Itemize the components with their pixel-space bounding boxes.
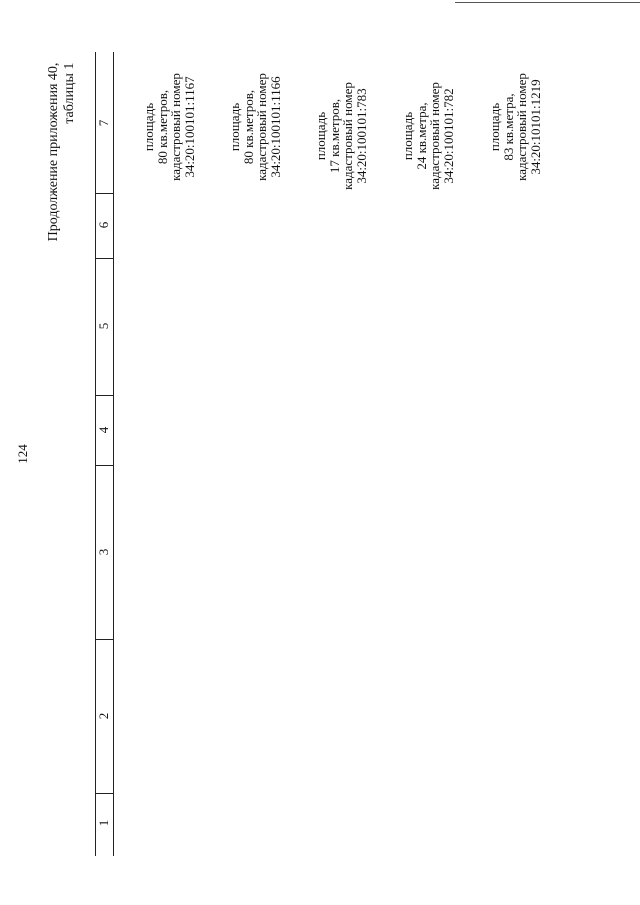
- col-sep-6-7: [95, 193, 114, 194]
- continuation-line-1: Продолжение приложения 40,: [46, 62, 61, 242]
- col-sep-4-5: [95, 395, 114, 396]
- header-col-1: 1: [96, 819, 111, 827]
- row-1-line-3: кадастровый номер: [168, 73, 183, 181]
- header-col-3: 3: [96, 548, 111, 556]
- table-border-top: [95, 52, 96, 856]
- header-col-5: 5: [96, 322, 111, 330]
- header-col-2: 2: [96, 712, 111, 720]
- header-col-7: 7: [96, 119, 111, 127]
- row-5-line-4: 34:20:10101:1219: [527, 79, 543, 175]
- col-sep-2-3: [95, 639, 114, 640]
- row-3-line-1: площадь: [313, 111, 328, 161]
- row-1-line-2: 80 кв.метров,: [154, 89, 170, 165]
- col-sep-5-6: [95, 258, 114, 259]
- row-5-line-3: кадастровый номер: [514, 73, 529, 181]
- header-col-6: 6: [96, 221, 111, 229]
- col-sep-3-4: [95, 465, 114, 466]
- table-header-rule: [113, 52, 114, 856]
- row-4-line-4: 34:20:100101:782: [440, 88, 456, 184]
- table-row: [314, 82, 368, 190]
- row-1-line-4: 34:20:100101:1167: [181, 76, 197, 178]
- row-3-line-4: 34:20:100101:783: [353, 88, 369, 184]
- table-row: [401, 82, 455, 190]
- row-3-line-3: кадастровый номер: [340, 82, 355, 190]
- row-4-line-2: 24 кв.метра,: [413, 102, 429, 170]
- row-2-line-1: площадь: [227, 102, 242, 152]
- col-sep-1-2: [95, 793, 114, 794]
- row-5-line-1: площадь: [487, 102, 502, 152]
- continuation-line-2: таблицы 1: [62, 62, 77, 124]
- row-5-line-2: 83 кв.метра,: [500, 93, 516, 161]
- table-row: [228, 73, 282, 181]
- header-col-4: 4: [96, 426, 111, 434]
- row-4-line-1: площадь: [400, 111, 415, 161]
- table-row: [142, 73, 196, 181]
- row-3-line-2: 17 кв.метров,: [326, 98, 342, 174]
- row-2-line-3: кадастровый номер: [254, 73, 269, 181]
- row-4-line-3: кадастровый номер: [427, 82, 442, 190]
- table-row: [488, 73, 542, 181]
- page-number: 124: [15, 444, 30, 464]
- row-1-line-1: площадь: [141, 102, 156, 152]
- row-2-line-4: 34:20:100101:1166: [267, 76, 283, 178]
- row-2-line-2: 80 кв.метров,: [240, 89, 256, 165]
